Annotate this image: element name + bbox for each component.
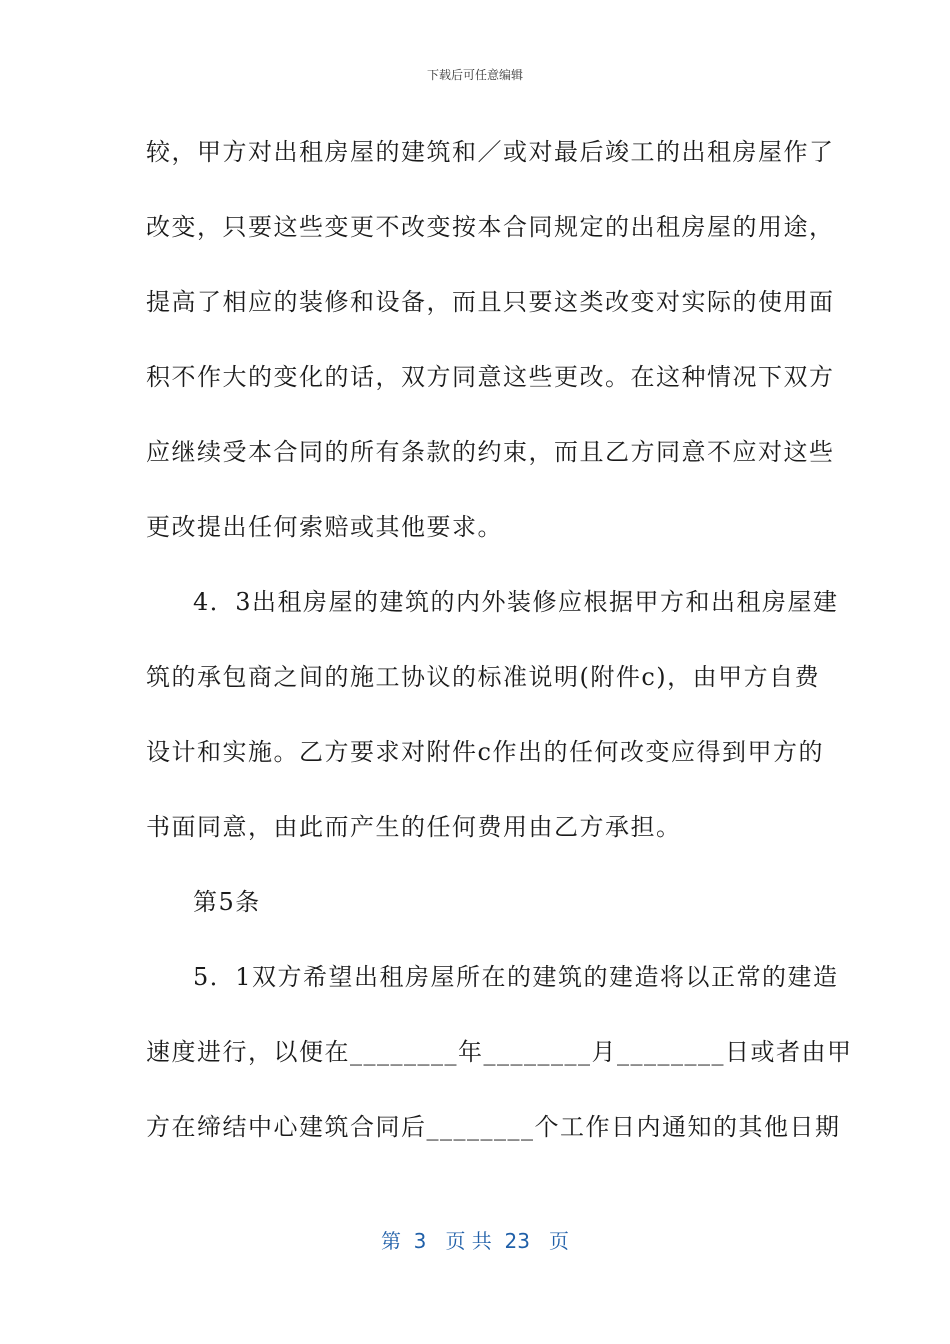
body-line: 4．3出租房屋的建筑的内外装修应根据甲方和出租房屋建 [193, 588, 839, 616]
body-line: 速度进行，以便在________年________月________日或者由甲 [146, 1038, 853, 1066]
page-header-note: 下载后可任意编辑 [426, 68, 523, 82]
body-line: 提高了相应的装修和设备，而且只要这类改变对实际的使用面 [146, 288, 835, 316]
article-heading: 第5条 [193, 888, 261, 916]
body-line: 书面同意，由此而产生的任何费用由乙方承担。 [146, 813, 682, 841]
body-line: 5．1双方希望出租房屋所在的建筑的建造将以正常的建造 [193, 963, 839, 991]
body-line: 应继续受本合同的所有条款的约束，而且乙方同意不应对这些 [146, 438, 835, 466]
body-line: 方在缔结中心建筑合同后________个工作日内通知的其他日期 [146, 1113, 841, 1141]
body-line: 积不作大的变化的话，双方同意这些更改。在这种情况下双方 [146, 363, 835, 391]
body-line: 设计和实施。乙方要求对附件c作出的任何改变应得到甲方的 [146, 738, 824, 766]
body-line: 较，甲方对出租房屋的建筑和／或对最后竣工的出租房屋作了 [146, 138, 835, 166]
body-line: 更改提出任何索赔或其他要求。 [146, 513, 503, 541]
body-line: 改变，只要这些变更不改变按本合同规定的出租房屋的用途， [146, 213, 835, 241]
page-number-footer: 第 3 页 共 23 页 [380, 1229, 570, 1253]
body-line: 筑的承包商之间的施工协议的标准说明(附件c)，由甲方自费 [146, 663, 821, 691]
